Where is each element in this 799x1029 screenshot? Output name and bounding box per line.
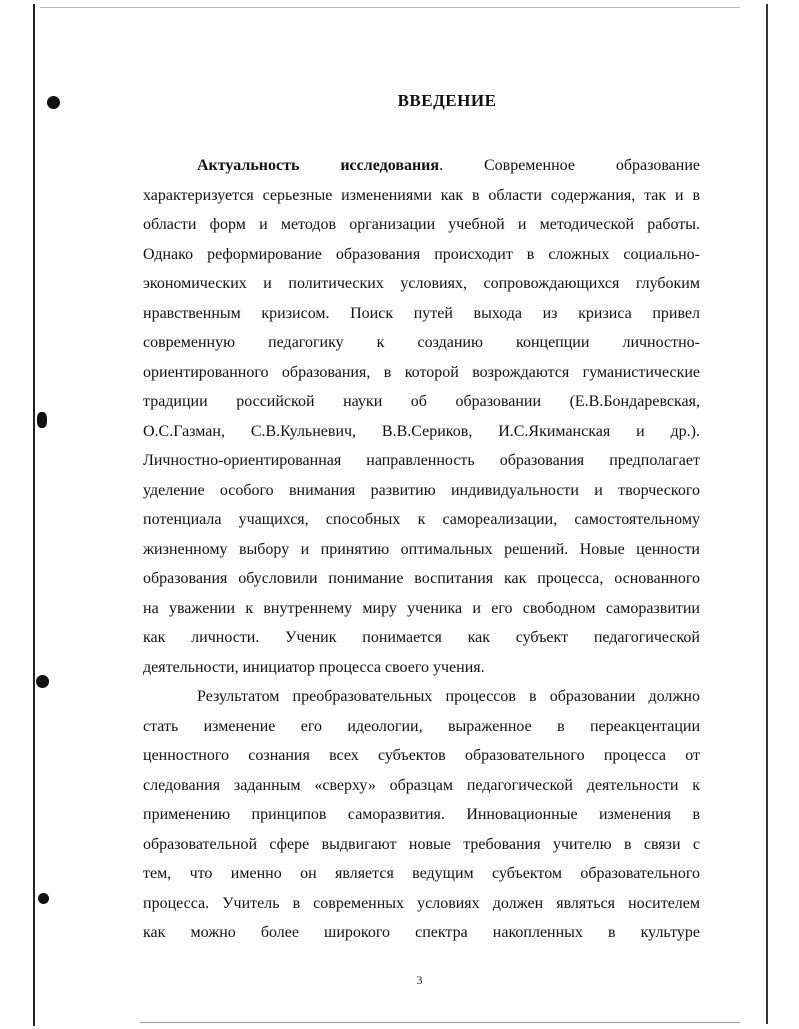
body-text	[143, 151, 700, 948]
text-line	[143, 151, 700, 181]
scan-border-bottom	[140, 1022, 740, 1023]
lead-bold-phrase: Актуальность исследования	[197, 157, 440, 174]
text-line: процесса. Учитель в современных условиях должен являться носителем	[143, 894, 700, 912]
text-line: деятельности, инициатор процесса своего учения.	[143, 658, 485, 676]
text-line: жизненному выбору и принятию оптимальных решений. Новые ценности	[143, 540, 700, 558]
text-line: современную педагогику к созданию концепции личностно-	[143, 334, 700, 351]
punch-hole-mark	[37, 412, 47, 428]
text-line: Результатом преобразовательных процессов в образовании должно	[197, 688, 700, 705]
text-line: стать изменение его идеологии, выраженное в переакцентации	[143, 717, 700, 735]
text-line: ориентированного образования, в которой возрождаются гуманистические	[143, 363, 700, 381]
text-line: области форм и методов организации учебной и методической работы.	[143, 216, 700, 233]
text-line: традиции российской науки об образовании (Е.В.Бондаревская,	[143, 393, 700, 410]
scan-border-left	[33, 4, 35, 1026]
text-line: уделение особого внимания развитию индивидуальности и творческого	[143, 481, 700, 499]
scan-border-top	[40, 7, 740, 8]
punch-hole-mark	[36, 675, 49, 688]
page-number: 3	[416, 973, 423, 987]
text-line: следования заданным «сверху» образцам педагогической деятельности к	[143, 776, 700, 794]
text-line: на уважении к внутреннему миру ученика и его свободном саморазвитии	[143, 599, 700, 617]
text-line: экономических и политических условиях, сопровождающихся глубоким	[143, 275, 700, 292]
text-line-rest: . Современное образование	[439, 157, 700, 174]
scan-border-right	[766, 4, 768, 1024]
text-line: как можно более широкого спектра накопленных в культуре	[143, 924, 700, 941]
text-line: Однако реформирование образования происходит в сложных социально-	[143, 245, 700, 263]
text-line: образования обусловили понимание воспитания как процесса, основанного	[143, 570, 700, 587]
text-line: тем, что именно он является ведущим субъектом образовательного	[143, 865, 700, 882]
text-line: применению принципов саморазвития. Инновационные изменения в	[143, 806, 700, 823]
text-line: ценностного сознания всех субъектов образовательного процесса от	[143, 747, 700, 764]
text-line: потенциала учащихся, способных к самореализации, самостоятельному	[143, 511, 700, 528]
text-line: характеризуется серьезные изменениями как в области содержания, так и в	[143, 186, 700, 204]
text-line: образовательной сфере выдвигают новые требования учителю в связи с	[143, 835, 700, 853]
text-line: нравственным кризисом. Поиск путей выхода из кризиса привел	[143, 304, 700, 322]
text-line: О.С.Газман, С.В.Кульневич, В.В.Сериков, И.С.Якиманская и др.).	[143, 422, 700, 440]
text-line: Личностно-ориентированная направленность образования предполагает	[143, 452, 700, 469]
punch-hole-mark	[38, 893, 49, 904]
page-title: ВВЕДЕНИЕ	[397, 91, 497, 110]
text-line: как личности. Ученик понимается как субъект педагогической	[143, 629, 700, 646]
